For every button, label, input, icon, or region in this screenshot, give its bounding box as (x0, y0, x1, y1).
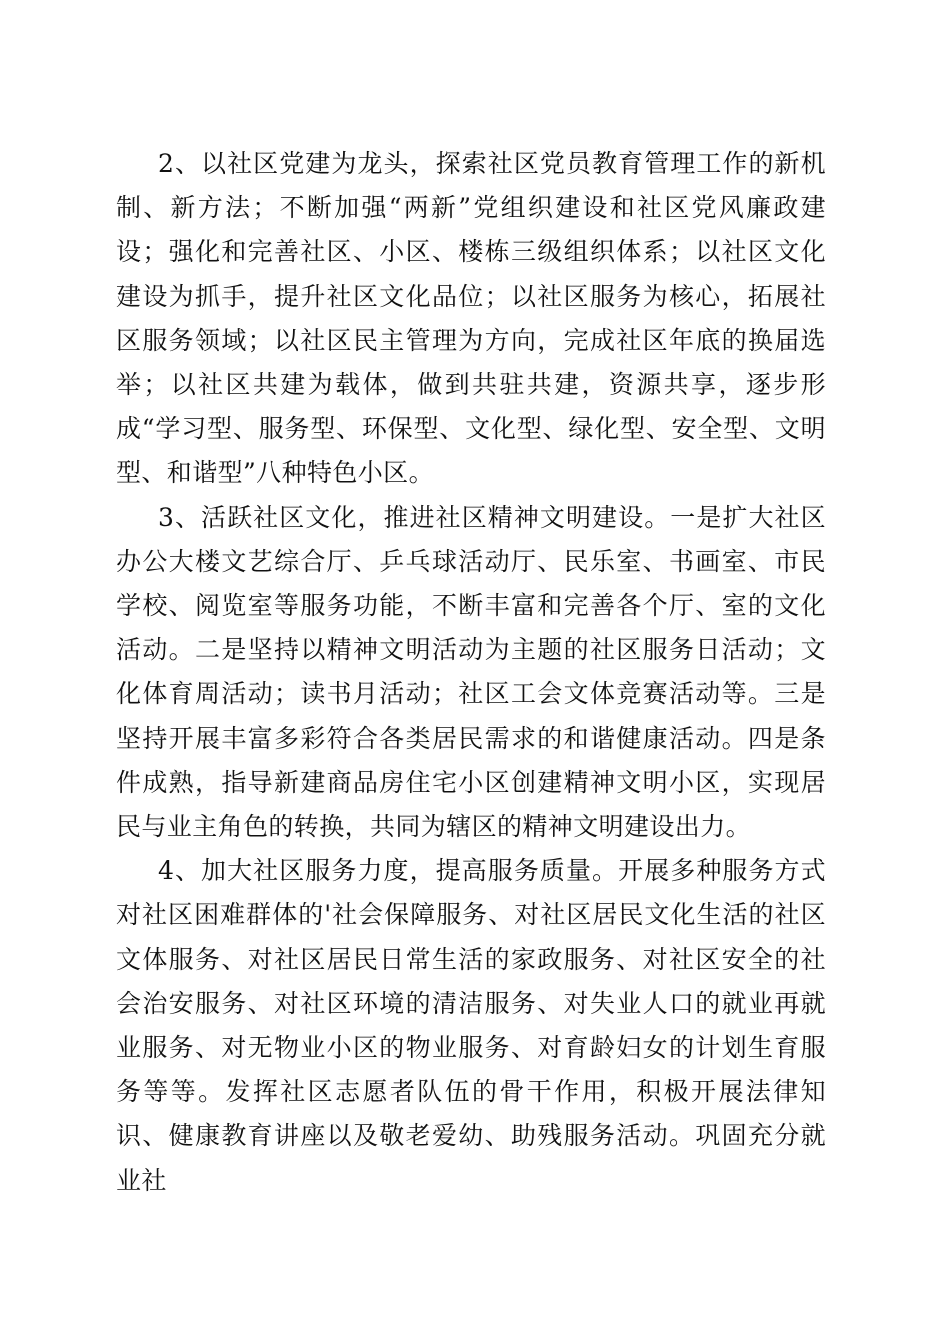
paragraph-community-culture: 3、活跃社区文化，推进社区精神文明建设。一是扩大社区办公大楼文艺综合厅、乒乓球活动厅、民乐室、书画室、市民学校、阅览室等服务功能，不断丰富和完善各个厅、室的文化活动。二是坚持以精神文明活动为主题的社区服务日活动；文化体育周活动；读书月活动；社区工会文体竞赛活动等。三是坚持开展丰富多彩符合各类居民需求的和谐健康活动。四是条件成熟，指导新建商品房住宅小区创建精神文明小区，实现居民与业主角色的转换，共同为辖区的精神文明建设出力。 (116, 502, 826, 842)
paragraph-party-building: 2、以社区党建为龙头，探索社区党员教育管理工作的新机制、新方法；不断加强“两新”党组织建设和社区党风廉政建设；强化和完善社区、小区、楼栋三级组织体系；以社区文化建设为抓手，提升社区文化品位；以社区服务为核心，拓展社区服务领域；以社区民主管理为方向，完成社区年底的换届选举；以社区共建为载体，做到共驻共建，资源共享，逐步形成“学习型、服务型、环保型、文化型、绿化型、安全型、文明型、和谐型”八种特色小区。 (116, 149, 826, 488)
paragraph-community-service: 4、加大社区服务力度，提高服务质量。开展多种服务方式对社区困难群体的'社会保障服务、对社区居民文化生活的社区文体服务、对社区居民日常生活的家政服务、对社区安全的社会治安服务、对社区环境的清洁服务、对失业人口的就业再就业服务、对无物业小区的物业服务、对育龄妇女的计划生育服务等等。发挥社区志愿者队伍的骨干作用，积极开展法律知识、健康教育讲座以及敬老爱幼、助残服务活动。巩固充分就业社 (116, 856, 826, 1195)
document-body (116, 142, 826, 1203)
